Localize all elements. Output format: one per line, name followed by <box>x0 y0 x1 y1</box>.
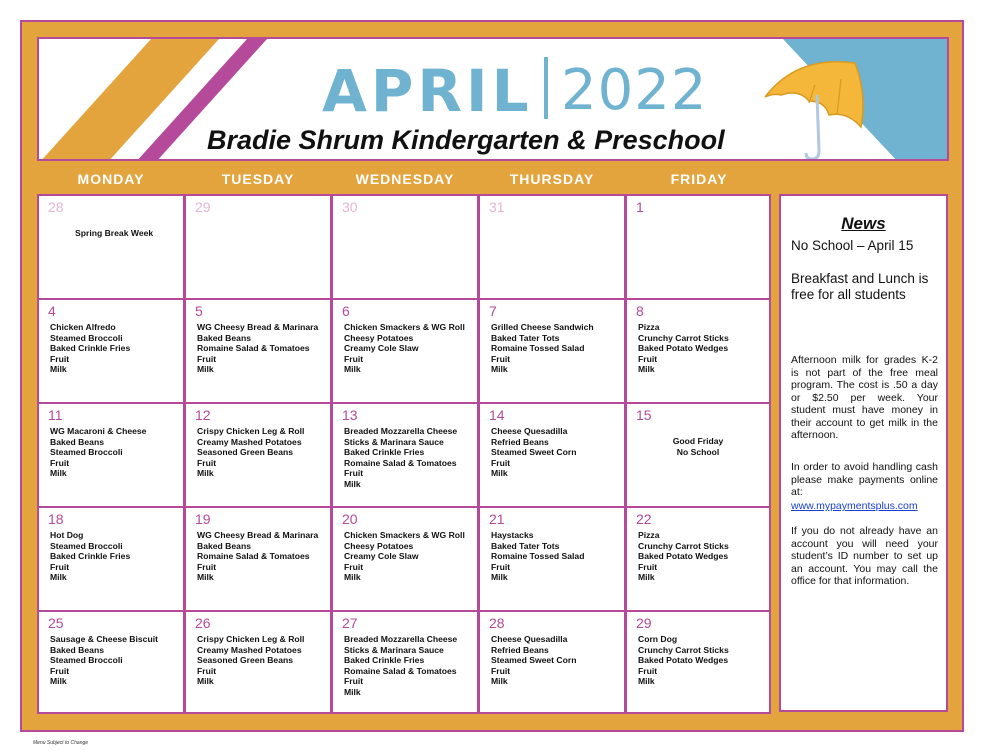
news-account-info: If you do not already have an account you will need your student’s ID number to set up an account. You may call the office for that information. <box>791 525 938 587</box>
day-cell <box>37 402 185 508</box>
day-header-friday: FRIDAY <box>670 171 728 187</box>
menu-list <box>50 322 179 375</box>
day-number: 15 <box>636 407 652 423</box>
menu-item: Milk <box>50 572 67 582</box>
footer-note: Menu Subject to Change <box>33 740 89 746</box>
menu-item: Crispy Chicken Leg & Roll <box>197 426 305 436</box>
menu-item: Baked Beans <box>50 436 104 447</box>
umbrella-icon <box>757 45 877 161</box>
menu-item: Haystacks <box>491 530 534 540</box>
menu-item: Breaded Mozzarella Cheese <box>344 634 458 644</box>
menu-item: Creamy Mashed Potatoes <box>197 436 302 447</box>
menu-item: Hot Dog <box>50 530 84 540</box>
menu-item: Baked Potato Wedges <box>638 343 729 353</box>
menu-item: Milk <box>344 572 361 582</box>
menu-item: Creamy Cole Slaw <box>344 343 419 353</box>
menu-item: Baked Crinkle Fries <box>344 655 425 665</box>
day-cell <box>184 402 332 508</box>
menu-item: Milk <box>491 468 508 478</box>
menu-item: Milk <box>491 572 508 582</box>
menu-item: WG Macaroni & Cheese <box>50 426 147 436</box>
menu-item: Fruit <box>344 676 364 686</box>
menu-item: Steamed Sweet Corn <box>491 655 577 665</box>
day-cell <box>478 402 626 508</box>
news-title: News <box>841 214 886 233</box>
day-number: 29 <box>636 615 652 631</box>
day-number: 12 <box>195 407 211 423</box>
menu-item: Pizza <box>638 322 660 332</box>
menu-item: Milk <box>50 468 67 478</box>
menu-item: Milk <box>344 478 361 489</box>
day-number: 21 <box>489 511 505 527</box>
menu-list <box>197 426 326 479</box>
day-number: 6 <box>342 303 350 319</box>
news-no-school: No School – April 15 <box>791 238 914 253</box>
day-cell <box>37 194 185 300</box>
menu-item: Romaine Salad & Tomatoes <box>344 457 457 468</box>
calendar-header <box>37 37 949 161</box>
menu-list <box>491 426 620 479</box>
menu-item: Steamed Broccoli <box>50 332 123 343</box>
day-cell <box>37 506 185 612</box>
day-cell <box>184 506 332 612</box>
day-cell <box>478 506 626 612</box>
menu-item: Romaine Tossed Salad <box>491 551 585 561</box>
menu-list <box>344 530 473 583</box>
title-year: 2022 <box>561 58 708 123</box>
day-header-thursday: THURSDAY <box>509 171 595 187</box>
school-name: Bradie Shrum Kindergarten & Preschool <box>207 125 725 155</box>
day-number: 30 <box>342 199 358 215</box>
menu-item: Milk <box>344 686 361 697</box>
day-cell <box>331 610 479 714</box>
note-line: No School <box>676 447 720 457</box>
menu-item: Baked Tater Tots <box>491 540 560 551</box>
day-number: 7 <box>489 303 497 319</box>
day-note <box>75 228 153 239</box>
menu-item: Fruit <box>491 665 511 676</box>
news-milk-info: Afternoon milk for grades K-2 is not part of the free meal program. The cost is .50 a day or $2.50 per week. Your student must have money in their account to get milk in the afternoon. <box>791 354 938 441</box>
day-number: 5 <box>195 303 203 319</box>
menu-item: Sticks & Marinara Sauce <box>344 436 444 447</box>
menu-list <box>50 530 179 583</box>
menu-item: Milk <box>638 572 655 582</box>
menu-item: Fruit <box>491 561 511 572</box>
menu-list <box>344 322 473 375</box>
menu-item: Fruit <box>50 457 70 468</box>
menu-item: Crunchy Carrot Sticks <box>638 332 729 343</box>
day-number: 8 <box>636 303 644 319</box>
menu-item: Cheese Quesadilla <box>491 426 568 436</box>
payments-link[interactable]: www.mypaymentsplus.com <box>791 500 918 512</box>
menu-item: Refried Beans <box>491 436 549 447</box>
menu-list <box>491 322 620 375</box>
menu-item: Refried Beans <box>491 644 549 655</box>
menu-item: Fruit <box>197 665 217 676</box>
menu-item: Sausage & Cheese Biscuit <box>50 634 158 644</box>
menu-item: Corn Dog <box>638 634 678 644</box>
menu-item: Milk <box>197 572 214 582</box>
day-header-wednesday: WEDNESDAY <box>355 171 455 187</box>
menu-item: Milk <box>344 364 361 374</box>
menu-item: Milk <box>638 676 655 686</box>
menu-list <box>638 322 765 375</box>
menu-item: Milk <box>50 364 67 374</box>
menu-item: Cheesy Potatoes <box>344 332 414 343</box>
menu-list <box>491 634 620 687</box>
day-note <box>627 436 769 458</box>
day-cell <box>625 506 771 612</box>
menu-item: Fruit <box>344 468 364 478</box>
day-number: 11 <box>48 407 63 423</box>
day-cell <box>331 194 479 300</box>
menu-item: Romaine Salad & Tomatoes <box>197 343 310 353</box>
title-separator <box>544 57 548 119</box>
menu-item: Romaine Salad & Tomatoes <box>344 665 457 676</box>
menu-item: Steamed Broccoli <box>50 655 123 665</box>
menu-list <box>344 426 473 489</box>
day-number: 27 <box>342 615 358 631</box>
menu-item: Fruit <box>50 561 70 572</box>
day-cell <box>478 194 626 300</box>
day-number: 28 <box>48 199 64 215</box>
day-cell <box>331 506 479 612</box>
menu-item: Milk <box>197 468 214 478</box>
menu-item: Creamy Cole Slaw <box>344 551 419 561</box>
day-cell <box>625 194 771 300</box>
menu-list <box>197 530 326 583</box>
news-free-meals: Breakfast and Lunch is free for all students <box>791 271 929 302</box>
menu-item: Baked Beans <box>50 644 104 655</box>
menu-item: Fruit <box>638 665 658 676</box>
menu-item: Grilled Cheese Sandwich <box>491 322 594 332</box>
day-number: 13 <box>342 407 358 423</box>
menu-item: Milk <box>638 364 655 374</box>
menu-item: Milk <box>197 364 214 374</box>
day-cell <box>625 298 771 404</box>
day-cell <box>331 298 479 404</box>
menu-item: Fruit <box>344 561 364 572</box>
menu-item: Fruit <box>197 457 217 468</box>
menu-item: Breaded Mozzarella Cheese <box>344 426 458 436</box>
menu-list <box>197 322 326 375</box>
menu-item: Crunchy Carrot Sticks <box>638 540 729 551</box>
menu-item: Milk <box>197 676 214 686</box>
day-number: 19 <box>195 511 211 527</box>
menu-item: Chicken Smackers & WG Roll <box>344 530 465 540</box>
day-cell <box>184 298 332 404</box>
day-header-tuesday: TUESDAY <box>221 171 295 187</box>
menu-item: Steamed Broccoli <box>50 540 123 551</box>
menu-item: Milk <box>491 676 508 686</box>
menu-item: Chicken Alfredo <box>50 322 116 332</box>
day-number: 14 <box>489 407 505 423</box>
menu-item: Crispy Chicken Leg & Roll <box>197 634 305 644</box>
day-cell <box>37 610 185 714</box>
note-line: Spring Break Week <box>75 228 154 238</box>
menu-item: Baked Potato Wedges <box>638 655 729 665</box>
menu-item: Baked Tater Tots <box>491 332 560 343</box>
menu-item: Milk <box>50 676 67 686</box>
menu-item: Pizza <box>638 530 660 540</box>
day-number: 18 <box>48 511 64 527</box>
menu-item: Milk <box>491 364 508 374</box>
news-panel <box>779 194 948 712</box>
day-cell <box>625 610 771 714</box>
day-cell <box>331 402 479 508</box>
menu-item: Baked Crinkle Fries <box>50 343 131 353</box>
day-number: 22 <box>636 511 652 527</box>
menu-item: Fruit <box>638 561 658 572</box>
day-cell <box>184 194 332 300</box>
menu-item: Chicken Smackers & WG Roll <box>344 322 465 332</box>
menu-list <box>344 634 473 697</box>
menu-item: Romaine Salad & Tomatoes <box>197 551 310 561</box>
news-payments-info: In order to avoid handling cash please make payments online at: <box>791 461 938 498</box>
menu-list <box>638 530 765 583</box>
menu-item: Fruit <box>491 457 511 468</box>
day-cell <box>478 298 626 404</box>
day-number: 28 <box>489 615 505 631</box>
note-line: Good Friday <box>672 436 724 446</box>
day-cell <box>478 610 626 714</box>
menu-item: Sticks & Marinara Sauce <box>344 644 444 655</box>
menu-item: Baked Beans <box>197 540 251 551</box>
menu-item: Fruit <box>50 665 70 676</box>
menu-list <box>50 426 179 479</box>
day-cell <box>37 298 185 404</box>
day-number: 31 <box>489 199 505 215</box>
day-cell <box>625 402 771 508</box>
day-number: 29 <box>195 199 211 215</box>
day-number: 20 <box>342 511 358 527</box>
menu-item: Steamed Broccoli <box>50 447 123 457</box>
menu-item: Fruit <box>197 561 217 572</box>
menu-item: Cheesy Potatoes <box>344 540 414 551</box>
menu-item: Seasoned Green Beans <box>197 447 294 457</box>
menu-item: Baked Crinkle Fries <box>344 447 425 457</box>
day-number: 1 <box>636 199 644 215</box>
menu-item: Baked Potato Wedges <box>638 551 729 561</box>
menu-item: Fruit <box>491 353 511 364</box>
menu-item: Seasoned Green Beans <box>197 655 294 665</box>
menu-item: Fruit <box>50 353 70 364</box>
menu-item: Baked Crinkle Fries <box>50 551 131 561</box>
menu-item: Crunchy Carrot Sticks <box>638 644 729 655</box>
menu-item: Cheese Quesadilla <box>491 634 568 644</box>
menu-list <box>197 634 326 687</box>
menu-item: Creamy Mashed Potatoes <box>197 644 302 655</box>
day-header-monday: MONDAY <box>77 171 145 187</box>
menu-item: Fruit <box>344 353 364 364</box>
day-number: 25 <box>48 615 64 631</box>
day-number: 4 <box>48 303 56 319</box>
menu-list <box>50 634 179 687</box>
title-month: APRIL <box>322 57 533 125</box>
menu-list <box>638 634 765 687</box>
menu-list <box>491 530 620 583</box>
day-cell <box>184 610 332 714</box>
menu-item: Baked Beans <box>197 332 251 343</box>
menu-item: Romaine Tossed Salad <box>491 343 585 353</box>
menu-item: Fruit <box>638 353 658 364</box>
menu-item: Steamed Sweet Corn <box>491 447 577 457</box>
menu-item: WG Cheesy Bread & Marinara <box>197 530 319 540</box>
menu-item: Fruit <box>197 353 217 364</box>
day-number: 26 <box>195 615 211 631</box>
menu-item: WG Cheesy Bread & Marinara <box>197 322 319 332</box>
